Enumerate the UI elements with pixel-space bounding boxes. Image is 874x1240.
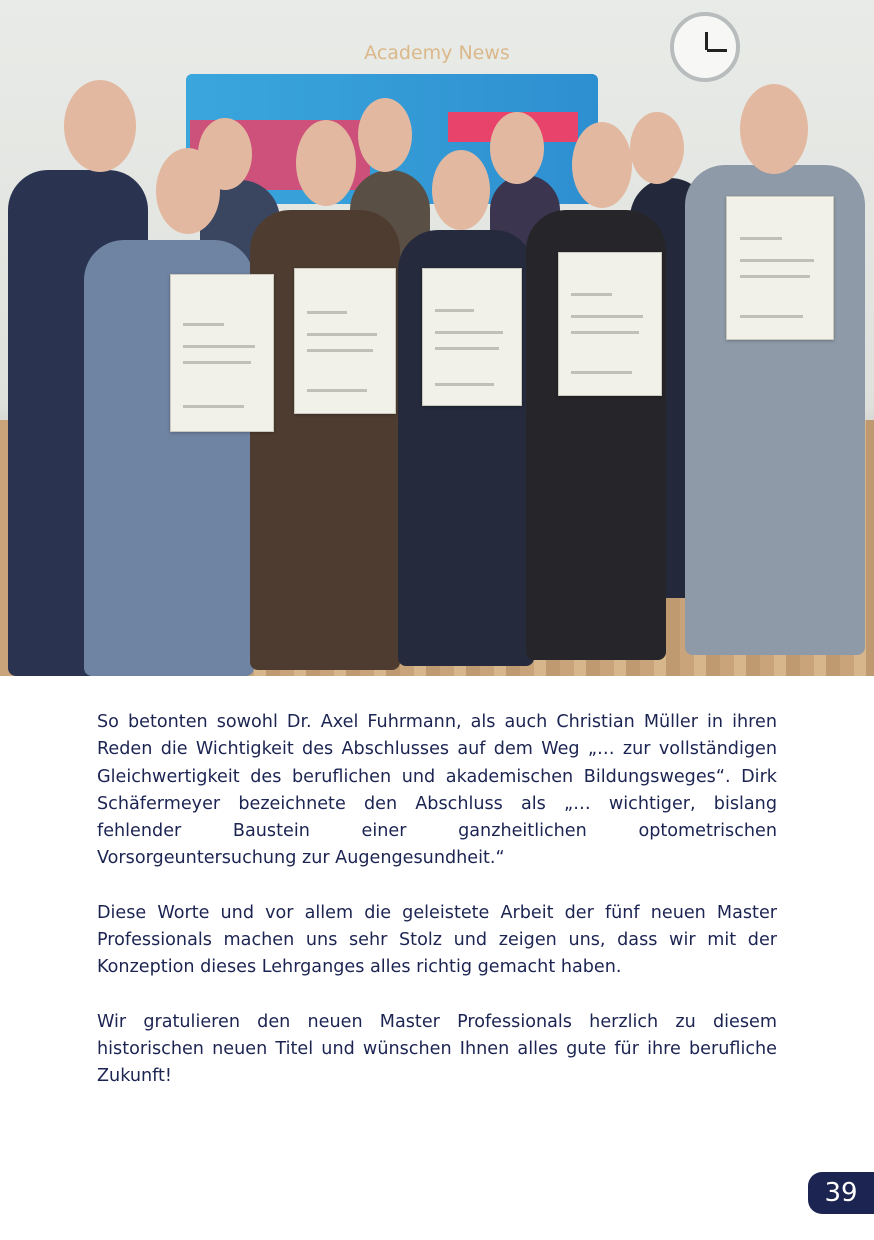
- certificate: [726, 196, 834, 340]
- person-head: [740, 84, 808, 174]
- person-head: [64, 80, 136, 172]
- certificate: [170, 274, 274, 432]
- section-label: Academy News: [364, 42, 510, 64]
- person-head: [296, 120, 356, 206]
- person-head: [358, 98, 412, 172]
- person-head: [156, 148, 220, 234]
- person-head: [572, 122, 632, 208]
- certificate: [294, 268, 396, 414]
- person-head: [432, 150, 490, 230]
- article-body: [97, 709, 777, 1118]
- paragraph: Diese Worte und vor allem die geleistete Arbeit der fünf neuen Master Professionals machen uns sehr Stolz und zeigen uns, dass wir mit der Konzeption dieses Lehrganges alles richtig gemacht haben.: [97, 902, 777, 978]
- person-head: [630, 112, 684, 184]
- certificate: [422, 268, 522, 406]
- certificate: [558, 252, 662, 396]
- page-number-badge: 39: [808, 1172, 874, 1214]
- paragraph: Wir gratulieren den neuen Master Professionals herzlich zu diesem historischen neuen Titel und wünschen Ihnen alles gute für ihre berufliche Zukunft!: [97, 1011, 777, 1087]
- person-head: [490, 112, 544, 184]
- paragraph: So betonten sowohl Dr. Axel Fuhrmann, als auch Christian Müller in ihren Reden die Wichtigkeit des Abschlusses auf dem Weg „… zur vollständigen Gleichwertigkeit des beruflichen und akademischen Bildungsweges“. Dirk Schäfermeyer bezeichnete den Abschluss als „… wichtiger, bislang fehlender Baustein einer ganzheitlichen optometrischen Vorsorgeuntersuchung zur Augengesundheit.“: [97, 712, 777, 869]
